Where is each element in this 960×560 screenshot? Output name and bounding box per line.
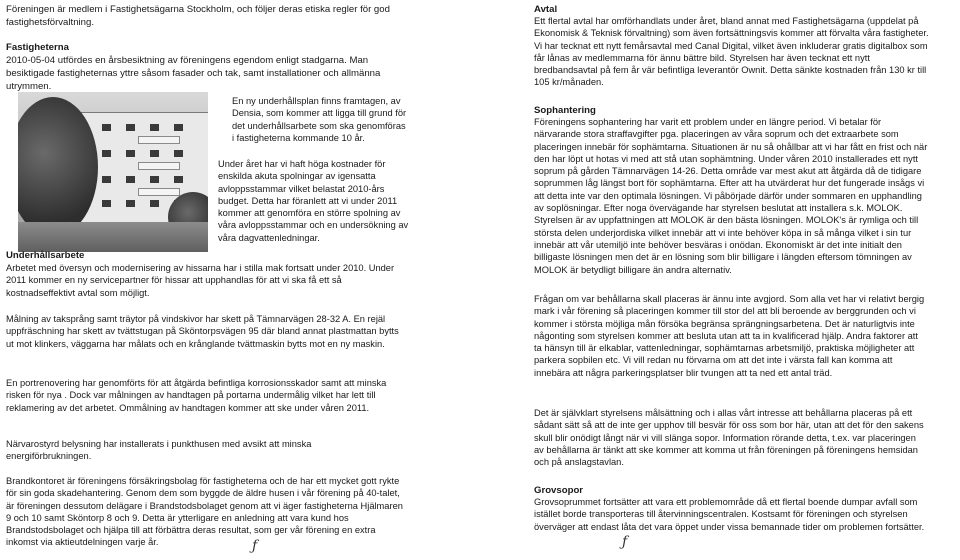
avtal-text: Ett flertal avtal har omförhandlats under året, bland annat med Fastighetsägarna (uppdelat på Ekonomisk & Teknisk förvaltning) som även fortsättningsvis kommer att förvalta våra fastigheter. Vi har tecknat ett nytt femårsavtal med Canal Digital, vilket även inkluderar gratis digitalbox som får lånas av medlemmarna för ännu bättre bild. Styrelsen har även tecknat ett nytt bredbandsavtal på fem år vär befintliga leverantör Ownit. Detta sänkte kostnaden från 130 kr till 105 kr/månaden.	[534, 16, 929, 88]
sophantering-p1: Föreningens sophantering har varit ett problem under en längre period. Vi betalar för närvarande stora straffavgifter pga. placeringen av våra soprum och det extraarbete som placeringen innebär för sophämtarna. Situationen är nu så ohållbar att vi har fått en frist och när den har löpt ut hotas vi med att stå utan sophämtning. Under våren 2010 installerades ett nytt soprum på gården Tämnarvägen 14-26. Detta område var mest akut att åtgärda då de tidigare soprummen låg längst bort för sophämtarna. Efter att ha utvärderat hur det fungerade insågs vi att detta inte var den optimala lösningen. Vi påbörjade därför under sommaren en upphandling av soplösningar. Efter noga övervägande har styrelsen beslutat att installera s.k. MOLOK. Styrelsen är av uppfattningen att MOLOK är den bästa lösningen. MOLOK's är rymliga och till största delen underjordiska vilket innebär att vi inte behöver köpa in så många vilket i sin tur innebär att vår utemiljö inte behöver besväras i onödan. Ekonomiskt är det inte initialt den billigaste lösningen men det är en lösning som blir billigare i längden eftersom tömningen av MOLOK är betydligt billigare än andra alternativ.	[534, 117, 928, 275]
signature-mark: ƒ	[622, 534, 628, 550]
sophantering-heading: Sophantering	[534, 105, 596, 116]
building-photo	[18, 92, 208, 252]
photo-caption-plan: En ny underhållsplan finns framtagen, av Densia, som kommer att ligga till grund för det underhållsarbete som ska genomföras i fastigheterna kommande 10 år.	[232, 96, 407, 143]
underhall-p3: En portrenovering har genomförts för att åtgärda befintliga korrosionsskador samt att minska risken för nya . Dock var målningen av handtagen på portarna undermålig vilket har lett till reklamering av det arbetet. Ommålning av handtagen kommer att ske under våren 2011.	[6, 378, 387, 413]
underhall-p5: Brandkontoret är föreningens försäkringsbolag för fastigheterna och de har ett mycket gott rykte för sin goda skadehantering. Genom dem som byggde de äldre husen i vår förening på 40-talet, är föreningen dessutom delägare i Brandstodsbolaget genom att vi äger fastigheterna Hjälmaren 9 och 10 samt Sköntorp 8 och 9. Detta är ytterligare en anledning att vara kund hos Brandstodsbolaget och hjälpa till att förbättra deras resultat, som ger vår förening en extra inkomst via aktieutdelningen varje år.	[6, 476, 403, 548]
left-page	[0, 0, 470, 560]
right-page	[486, 0, 956, 560]
fastigheterna-heading: Fastigheterna	[6, 42, 69, 53]
photo-caption-spolning: Under året har vi haft höga kostnader för enskilda akuta spolningar av igensatta avloppsstammar vilket belastat 2010-års budget. Detta har föranlett att vi under 2011 kommer att genomföra en större spolning av våra avloppsstammar och en undersökning av våra dagvattenledningar.	[218, 159, 409, 243]
grovsopor-heading: Grovsopor	[534, 485, 584, 496]
avtal-heading: Avtal	[534, 4, 558, 15]
underhall-p1: Arbetet med översyn och modernisering av hissarna har i stilla mak fortsatt under 2010. Under 2011 kommer en ny servicepartner för hissar att upphandlas för att vi ska få ett så kostnadseffektivt avtal som möjligt.	[6, 263, 395, 298]
sophantering-p2: Frågan om var behållarna skall placeras är ännu inte avgjord. Som alla vet har vi relativt bergig mark i vår förening så placeringen kommer till stor del att bli beroende av berggrunden och vi kommer i största möjliga mån försöka begränsa sprängningsarbetena. Det är naturligtvis inte någonting som styrelsen kommer att besluta utan att ta in kvalificerad hjälp. Andra faktorer att ta hänsyn till är elkablar, vattenledningar, sophämtarnas arbetsmiljö, praktiska möjligheter att parkera sopbilen etc. Vi vill redan nu förvarna om att det inte i värsta fall kan komma att innebära att några parkeringsplatser blir tvungen att ta ned ett antal träd.	[534, 294, 925, 378]
fastigheterna-text: 2010-05-04 utfördes en årsbesiktning av föreningens egendom enligt stadgarna. Man besiktigade fastigheternas yttre såsom fasader och tak, samt installationer och allmänna utrymmen.	[6, 55, 381, 92]
underhall-p4: Närvarostyrd belysning har installerats i punkthusen med avsikt att minska energiförbrukningen.	[6, 439, 312, 462]
underhall-p2: Målning av taksprång samt träytor på vindskivor har skett på Tämnarvägen 28-32 A. En rejäl uppfräschning har skett av tvättstugan på Sköntorpsvägen 95 där bland annat plastmattan bytts ut mot klinkers, väggarna har målats och en krånglande tvättmaskin bytts mot en ny maskin.	[6, 314, 399, 349]
signature-mark: ƒ	[252, 538, 258, 554]
underhall-heading: Underhållsarbete	[6, 250, 85, 261]
column-divider	[478, 0, 479, 560]
sophantering-p3: Det är självklart styrelsens målsättning och i allas vårt intresse att behållarna placeras på ett sådant sätt så att de inte ger upphov till besvär för oss som bor här, utan att det för den sakens skull blir onödigt långt när vi vill slänga sopor. Information rörande detta, t.ex. var placeringen av behållarna är tänkt att ske kommer att komma ut från föreningen på föreningens hemsidan och på anslagstavlan.	[534, 408, 924, 468]
intro-text: Föreningen är medlem i Fastighetsägarna Stockholm, och följer deras etiska regler för god fastighetsförvaltning.	[6, 4, 390, 28]
grovsopor-text: Grovsoprummet fortsätter att vara ett problemområde då ett flertal boende dumpar avfall som istället borde transporteras till återvinningscentralen. Kostsamt för föreningen och styrelsen överväger att endast låta det vara öppet under vissa bemannade tider om problemen fortsätter.	[534, 497, 925, 532]
